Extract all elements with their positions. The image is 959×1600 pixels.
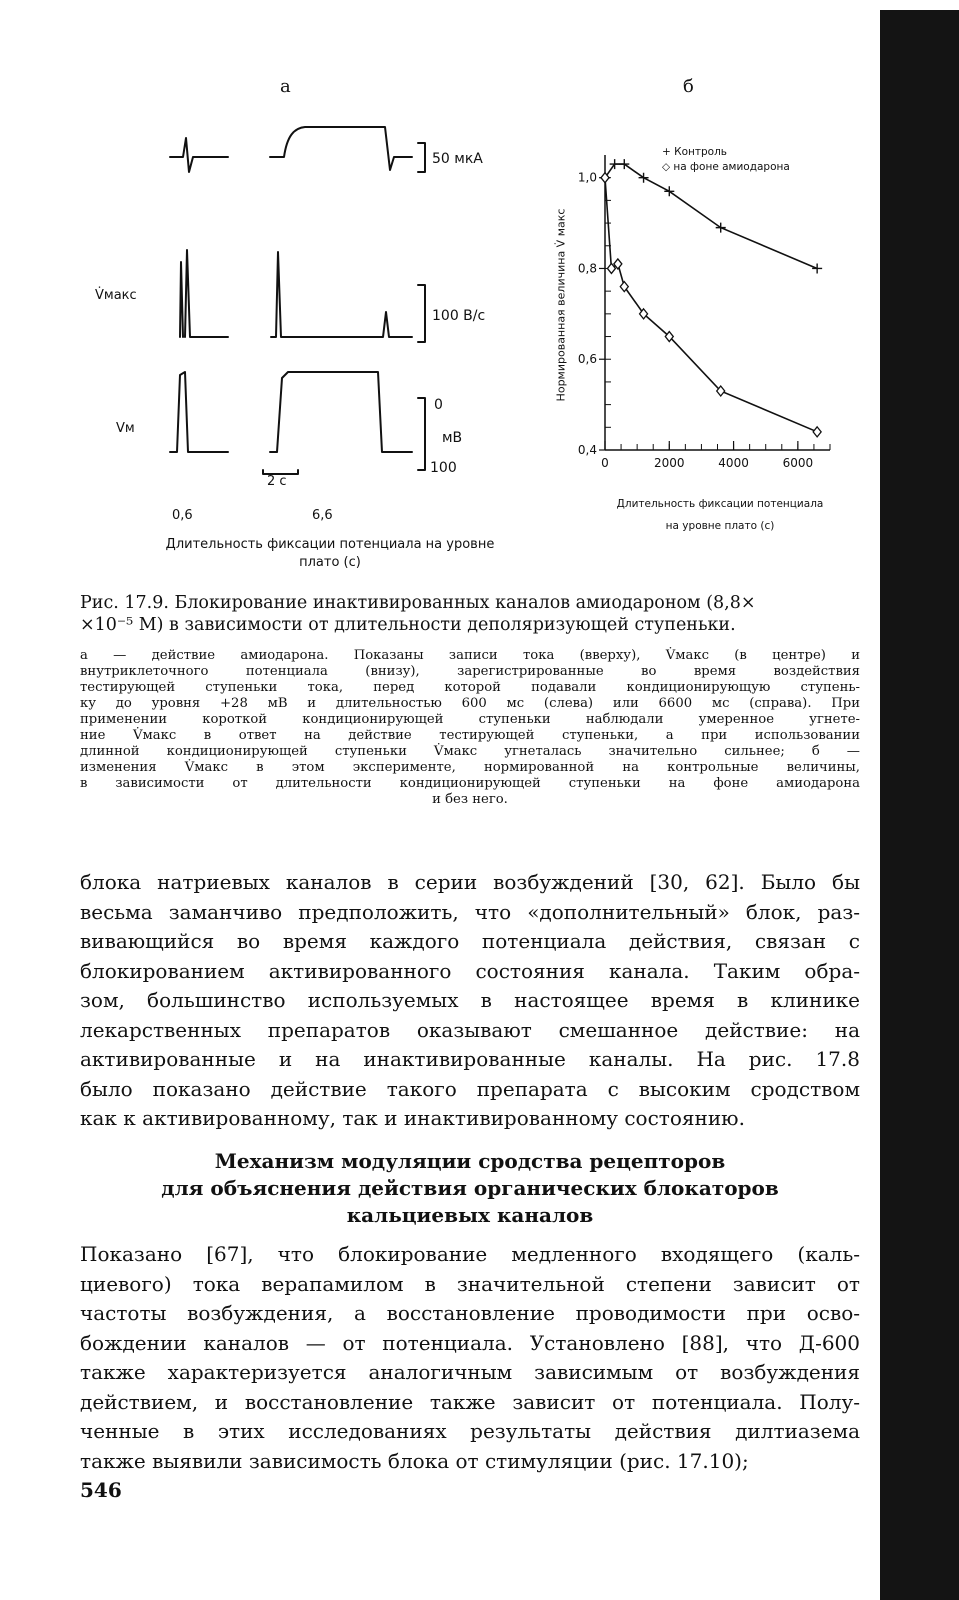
text-line: блокированием активированного состояния канала. Таким обра- xyxy=(80,958,860,983)
body-paragraph-2 xyxy=(80,1240,860,1476)
duration-right-label: 6,6 xyxy=(312,508,333,523)
chart-y-label: Нормированная величина V̇ макс xyxy=(554,208,568,402)
x-tick-label: 0 xyxy=(601,456,609,470)
text-line: вивающийся во время каждого потенциала действия, связан с xyxy=(80,929,860,953)
data-point-control xyxy=(619,159,629,169)
text-line: как к активированному, так и инактивированному состоянию. xyxy=(80,1106,745,1130)
time-bar-label: 2 с xyxy=(267,474,287,489)
data-point-control xyxy=(812,263,822,273)
text-line: было показано действие такого препарата с высоким сродством xyxy=(80,1076,860,1101)
section-heading xyxy=(80,1148,860,1229)
x-tick-label: 4000 xyxy=(718,456,749,470)
caption-line: ку до уровня +28 мВ и длительностью 600 мс (слева) или 6600 мс (справа). При xyxy=(80,696,860,711)
x-tick-label: 6000 xyxy=(782,456,814,470)
text-line: Показано [67], что блокирование медленного входящего (каль- xyxy=(80,1242,860,1266)
data-point-control xyxy=(716,223,726,233)
figure-caption-title: Рис. 17.9. Блокирование инактивированных каналов амиодароном (8,8× ×10⁻⁵ М) в зависимости от длительности деполяризующей ступеньки. xyxy=(80,593,756,635)
caption-line: ние V̇макс в ответ на действие тестирующей ступеньки, а при использовании xyxy=(80,728,860,743)
data-point-control xyxy=(639,173,649,183)
caption-line: а — действие амиодарона. Показаны записи тока (вверху), V̇макс (в центре) и xyxy=(80,648,860,663)
vmax-trace-label: V̇макс xyxy=(95,288,137,303)
y-tick-label: 0,6 xyxy=(577,352,597,367)
caption-line: и без него. xyxy=(432,792,508,807)
y-tick-label: 1,0 xyxy=(577,170,597,185)
vmax-scale-label: 100 В/с xyxy=(432,308,486,324)
legend-amiodarone: ◇ на фоне амиодарона xyxy=(662,161,790,173)
heading-line: Механизм модуляции сродства рецепторов xyxy=(214,1149,726,1173)
text-line: действием, и восстановление также зависит от потенциала. Полу- xyxy=(80,1389,860,1414)
text-line: частоты возбуждения, а восстановление проводимости при осво- xyxy=(80,1301,860,1325)
text-line: зом, большинство используемых в настоящее время в клинике xyxy=(80,988,860,1012)
legend-control: + Контроль xyxy=(662,146,727,158)
y-tick-label: 0,4 xyxy=(577,443,597,457)
data-point-control xyxy=(610,159,620,169)
caption-line: тестирующей ступеньки тока, перед которой подавали кондиционирующую ступень- xyxy=(80,680,860,695)
caption-line: изменения V̇макс в этом эксперименте, нормированной на контрольные величины, xyxy=(80,760,860,775)
text-line: весьма заманчиво предположить, что «дополнительный» блок, раз- xyxy=(80,899,860,924)
x-tick-label: 2000 xyxy=(654,456,685,470)
text-line: ченные в этих исследованиях результаты действия дилтиазема xyxy=(80,1419,860,1443)
caption-line: длинной кондиционирующей ступеньки V̇макс угнеталась значительно сильнее; б — xyxy=(80,744,860,759)
vm-scale-unit: мВ xyxy=(442,430,463,446)
body-paragraph-1 xyxy=(80,868,860,1134)
vm-trace-label: Vм xyxy=(116,421,135,436)
text-line: активированные и на инактивированные каналы. На рис. 17.8 xyxy=(80,1047,860,1071)
data-point-amiodarone xyxy=(813,427,821,437)
vm-scale-bottom: 100 xyxy=(430,460,457,476)
panel-a-x-caption: Длительность фиксации потенциала на уровне плато (с) xyxy=(165,537,495,570)
text-line: бождении каналов — от потенциала. Установлено [88], что Д-600 xyxy=(80,1330,860,1355)
text-line: блока натриевых каналов в серии возбуждений [30, 62]. Было бы xyxy=(80,870,860,894)
duration-left-label: 0,6 xyxy=(172,508,193,523)
heading-line: кальциевых каналов xyxy=(346,1203,594,1227)
text-line: лекарственных препаратов оказывают смешанное действие: на xyxy=(80,1017,860,1042)
figure-caption-body xyxy=(80,648,860,808)
page-number: 546 xyxy=(80,1478,122,1502)
series-line xyxy=(605,178,817,432)
heading-line: для объяснения действия органических блокаторов xyxy=(161,1176,779,1200)
chart-x-caption: Длительность фиксации потенциала на уровне плато (с) xyxy=(616,498,824,532)
panel-b-letter: б xyxy=(683,76,694,97)
data-point-control xyxy=(664,186,674,196)
vm-scale-top: 0 xyxy=(434,397,443,413)
caption-line: в зависимости от длительности кондиционирующей ступеньки на фоне амиодарона xyxy=(80,776,860,791)
current-scale-label: 50 мкА xyxy=(432,151,483,167)
text-line: циевого) тока верапамилом в значительной степени зависит от xyxy=(80,1271,860,1296)
caption-line: внутриклеточного потенциала (внизу), зарегистрированные во время воздействия xyxy=(80,664,860,679)
y-tick-label: 0,8 xyxy=(577,261,597,276)
text-line: также выявили зависимость блока от стимуляции (рис. 17.10); xyxy=(80,1448,749,1473)
panel-a-letter: а xyxy=(280,76,291,97)
series-line xyxy=(605,164,817,268)
text-line: также характеризуется аналогичным зависимым от возбуждения xyxy=(80,1360,860,1384)
caption-line: применении короткой кондиционирующей ступеньки наблюдали умеренное угнете- xyxy=(80,712,860,727)
